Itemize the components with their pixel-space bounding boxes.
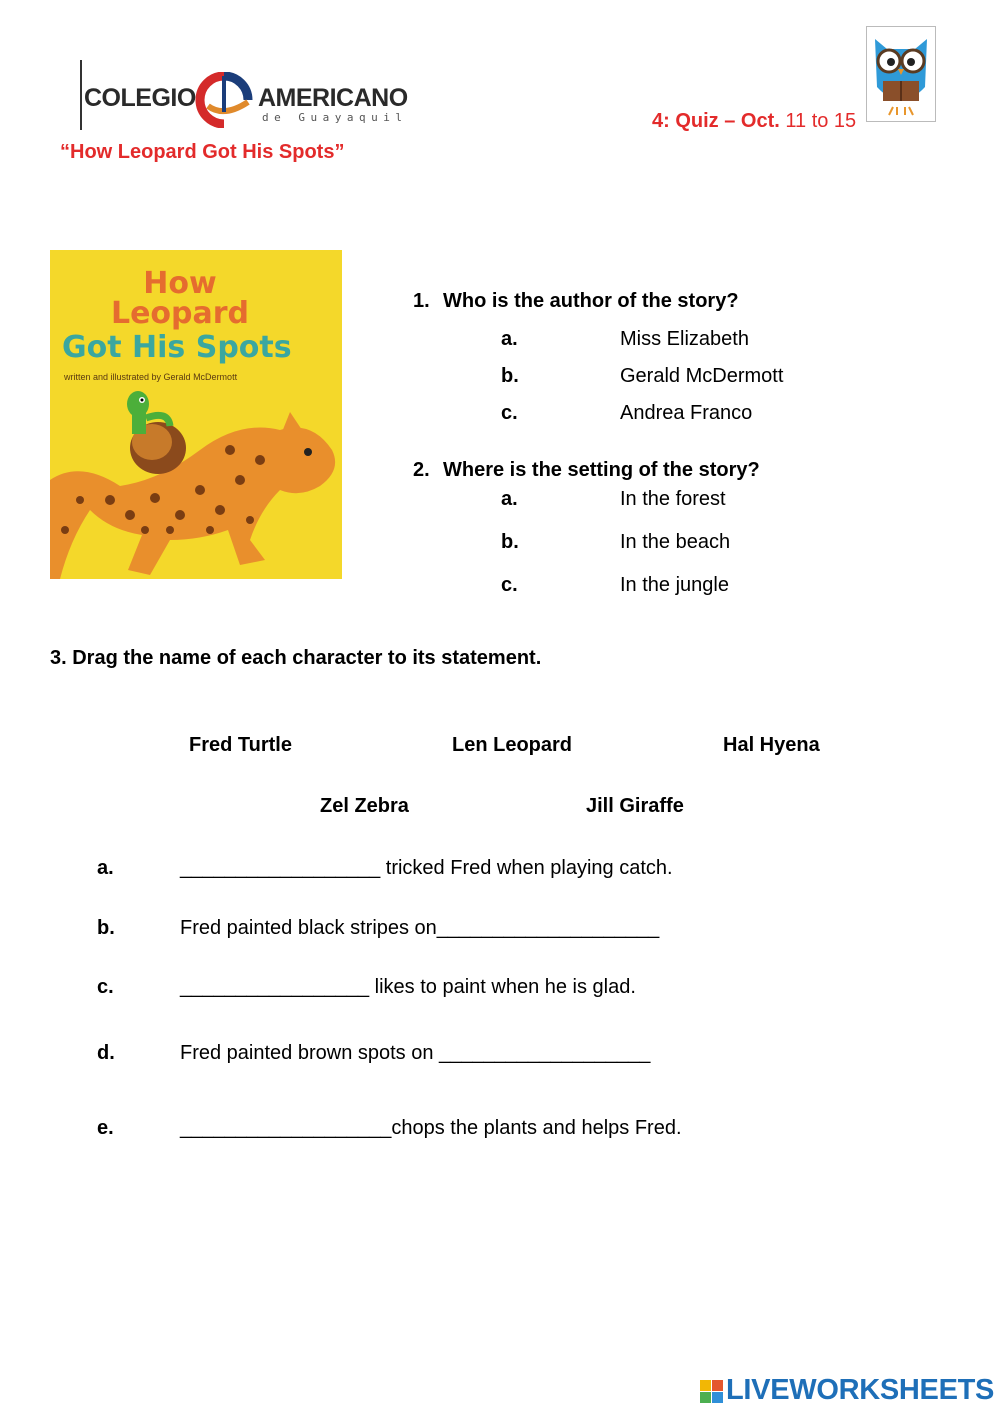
school-logo-right-text: AMERICANO (258, 84, 408, 112)
statement-c-letter: c. (97, 976, 114, 998)
q2-option-c-letter: c. (501, 574, 518, 596)
q2-option-c[interactable]: In the jungle (620, 574, 729, 596)
logo-divider (80, 60, 82, 130)
question-1 (413, 290, 739, 313)
drag-word-fred-turtle[interactable]: Fred Turtle (189, 734, 292, 756)
q1-option-a[interactable]: Miss Elizabeth (620, 328, 749, 350)
drag-word-zel-zebra[interactable]: Zel Zebra (320, 795, 409, 817)
school-logo-left-text: COLEGIO (84, 84, 196, 112)
liveworksheets-brand[interactable]: LIVEWORKSHEETS (726, 1374, 995, 1406)
liveworksheets-logo-icon (700, 1376, 724, 1410)
q1-option-b[interactable]: Gerald McDermott (620, 365, 784, 387)
q1-option-c[interactable]: Andrea Franco (620, 402, 753, 424)
q2-option-b[interactable]: In the beach (620, 531, 731, 553)
cover-title-line3: Got His Spots (62, 330, 292, 365)
cover-title-line1: How (143, 266, 217, 301)
q2-option-a-letter: a. (501, 488, 518, 510)
statement-e-drop-target[interactable]: ___________________chops the plants and helps Fred. (180, 1117, 682, 1139)
statement-b-letter: b. (97, 917, 115, 939)
statement-d-letter: d. (97, 1042, 115, 1064)
q2-option-a[interactable]: In the forest (620, 488, 726, 510)
q2-option-b-letter: b. (501, 531, 519, 553)
statement-a-drop-target[interactable]: __________________ tricked Fred when playing catch. (180, 857, 673, 879)
owl-reading-icon (866, 26, 936, 122)
q1-option-a-letter: a. (501, 328, 518, 350)
question-2-number: 2. (413, 459, 430, 481)
school-logo-subtitle: de Guayaquil (262, 111, 408, 124)
story-title: “How Leopard Got His Spots” (60, 141, 345, 163)
statement-a-letter: a. (97, 857, 114, 879)
drag-word-len-leopard[interactable]: Len Leopard (452, 734, 573, 756)
quiz-title (652, 110, 856, 133)
question-2 (413, 459, 760, 482)
cover-byline: written and illustrated by Gerald McDermott (64, 372, 238, 382)
question-1-number: 1. (413, 290, 430, 312)
quiz-title-dates: 11 to 15 (779, 110, 857, 132)
question-2-text: Where is the setting of the story? (443, 459, 760, 481)
statement-b-drop-target[interactable]: Fred painted black stripes on____________________ (180, 917, 660, 939)
question-1-text: Who is the author of the story? (443, 290, 739, 312)
statement-c-drop-target[interactable]: _________________ likes to paint when he is glad. (180, 976, 636, 998)
drag-word-jill-giraffe[interactable]: Jill Giraffe (586, 795, 684, 817)
book-cover-image (50, 250, 342, 579)
quiz-title-bold: 4: Quiz – Oct. (652, 110, 780, 132)
leopard-turtle-illustration-icon (50, 390, 342, 579)
q1-option-c-letter: c. (501, 402, 518, 424)
statement-d-drop-target[interactable]: Fred painted brown spots on ___________________ (180, 1042, 651, 1064)
question-3-title: 3. Drag the name of each character to its statement. (50, 647, 542, 669)
cover-title-line2: Leopard (110, 296, 250, 331)
q1-option-b-letter: b. (501, 365, 519, 387)
statement-e-letter: e. (97, 1117, 114, 1139)
school-logo-emblem-icon (188, 72, 260, 128)
drag-word-hal-hyena[interactable]: Hal Hyena (723, 734, 820, 756)
